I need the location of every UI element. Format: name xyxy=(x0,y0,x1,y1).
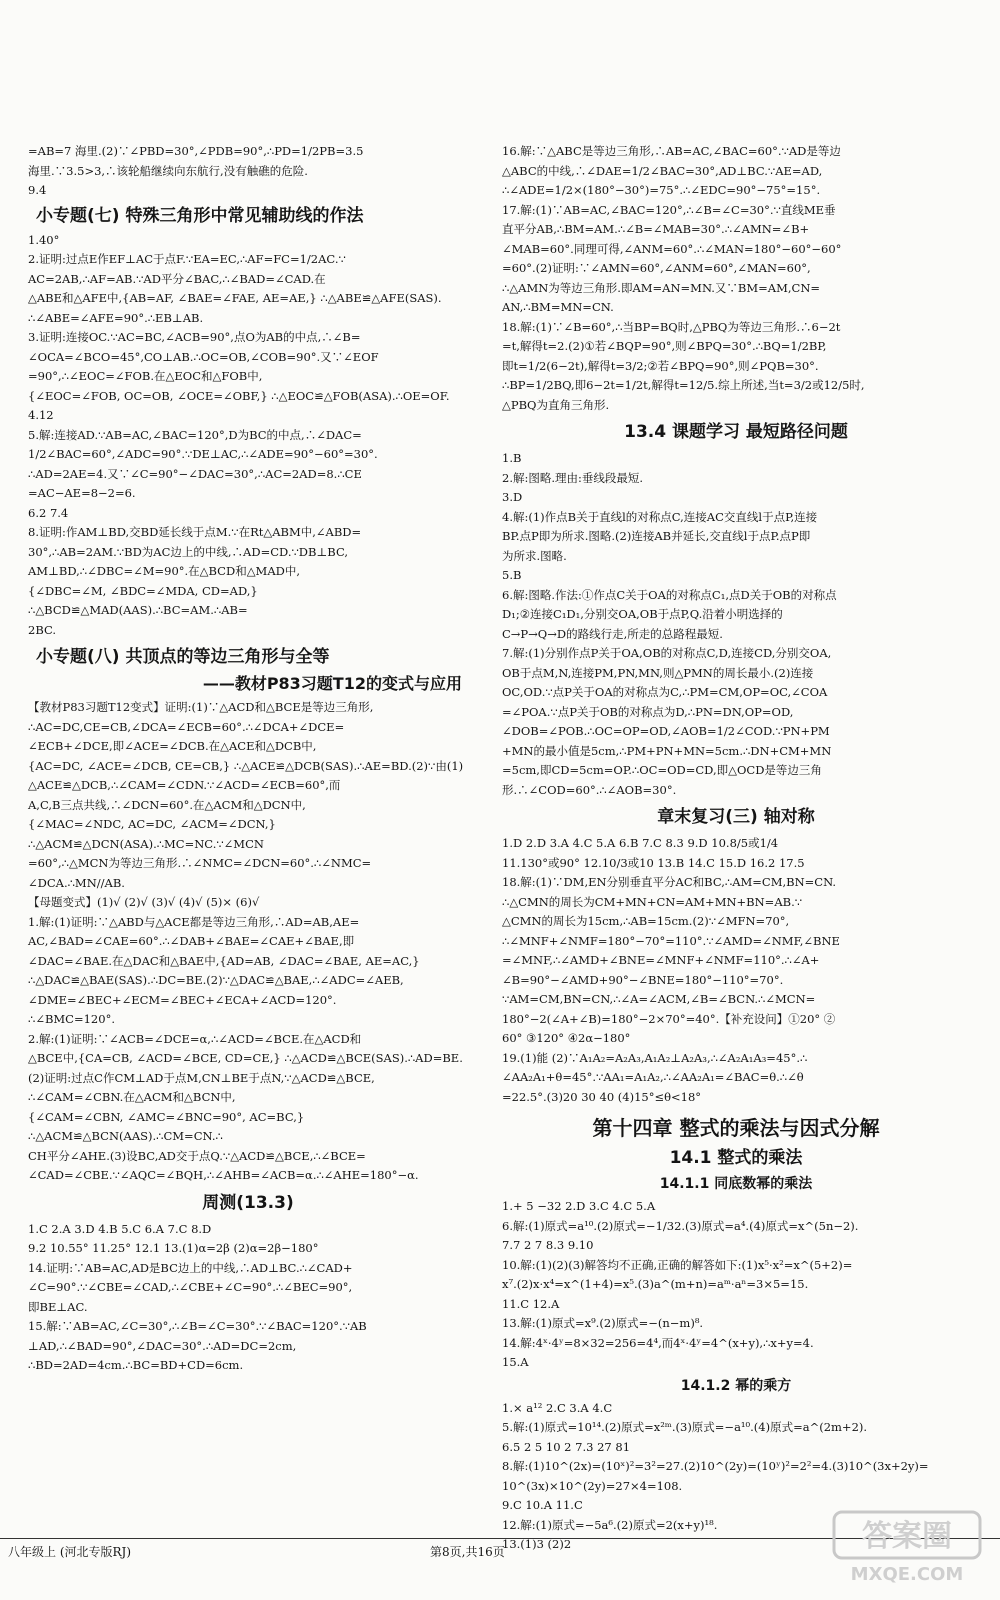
answer-line: 30°,∴AB=2AM.∵BD为AC边上的中线,∴AD=CD.∵DB⊥BC, xyxy=(28,544,348,559)
answer-line: 18.解:(1)∵∠B=60°,∴当BP=BQ时,△PBQ为等边三角形.∴6−2t xyxy=(502,319,841,334)
answer-line: 17.解:(1)∵AB=AC,∠BAC=120°,∴∠B=∠C=30°.∵直线ME垂 xyxy=(502,202,836,217)
answer-line: 1.C 2.A 3.D 4.B 5.C 6.A 7.C 8.D xyxy=(28,1221,212,1236)
answer-line: 【教材P83习题T12变式】证明:(1)∵△ACD和△BCE是等边三角形, xyxy=(28,700,374,714)
answer-line: 为所求.图略. xyxy=(502,548,567,563)
answer-line: 9.C 10.A 11.C xyxy=(502,1498,583,1512)
answer-line: △ABE和△AFE中,{AB=AF, ∠BAE=∠FAE, AE=AE,} ∴△ABE≌△AFE(SAS). xyxy=(28,291,442,305)
answer-line: 形.∴∠COD=60°.∴∠AOB=30°. xyxy=(502,782,677,797)
answer-line: 13.(1)3 (2)2 xyxy=(502,1537,572,1551)
answer-line: ∴∠ABE=∠AFE=90°.∴EB⊥AB. xyxy=(28,310,204,325)
answer-line: =AB=7 海里.(2)∵∠PBD=30°,∠PDB=90°,∴PD=1/2PB=3.5 xyxy=(28,144,364,158)
answer-line: ∴AC=DC,CE=CB,∠DCA=∠ECB=60°.∴∠DCA+∠DCE= xyxy=(28,719,345,734)
answer-line: 9.2 10.55° 11.25° 12.1 13.(1)α=2β (2)α=2β−180° xyxy=(28,1241,319,1255)
answer-line: 3.D xyxy=(502,490,523,504)
answer-line: ∴∠MNF+∠NMF=180°−70°=110°.∵∠AMD=∠NMF,∠BNE xyxy=(502,933,840,948)
answer-line: 8.证明:作AM⊥BD,交BD延长线于点M.∵在Rt△ABM中,∠ABD= xyxy=(28,525,362,539)
answer-lines-topic-8 xyxy=(28,698,468,1186)
answer-line: CH平分∠AHE.(3)设BC,AD交于点Q.∵△ACD≌△BCE,∴∠BCE= xyxy=(28,1148,366,1163)
answer-line: AC=2AB,∴AF=AB.∵AD平分∠BAC,∴∠BAD=∠CAD.在 xyxy=(28,271,326,286)
right-column xyxy=(502,142,970,1555)
answer-line: 2BC. xyxy=(28,622,57,637)
answer-line: 2.证明:过点E作EF⊥AC于点F.∵EA=EC,∴AF=FC=1/2AC.∵ xyxy=(28,252,346,266)
subsection-heading-14-1-1: 14.1.1 同底数幂的乘法 xyxy=(659,1176,813,1192)
answer-line: ∠B=90°−∠AMD+90°−∠BNE=180°−110°=70°. xyxy=(502,972,784,987)
answer-line: 海里.∵3.5>3,∴该轮船继续向东航行,没有触礁的危险. xyxy=(28,163,308,178)
answer-lines-top xyxy=(502,142,970,415)
answer-line: ∠DAC=∠BAE.在△DAC和△BAE中,{AD=AB, ∠DAC=∠BAE, AE=AC,} xyxy=(28,953,420,968)
section-heading-14-1: 14.1 整式的乘法 xyxy=(669,1148,803,1168)
answer-line: 11.130°或90° 12.10/3或10 13.B 14.C 15.D 16.2 17.5 xyxy=(502,855,805,870)
answer-line: 4.12 xyxy=(28,408,54,422)
answer-line: 6.解:(1)原式=a¹⁰.(2)原式=−1/32.(3)原式=a⁴.(4)原式=x^(5n−2). xyxy=(502,1218,859,1233)
answer-line: =∠MNF,∴∠AMD+∠BNE=∠MNF+∠NMF=110°.∴∠A+ xyxy=(502,953,820,967)
answer-line: {∠EOC=∠FOB, OC=OB, ∠OCE=∠OBF,} ∴△EOC≌△FOB(ASA).∴OE=OF. xyxy=(28,388,450,403)
answer-line: 6.2 7.4 xyxy=(28,505,69,520)
topic-subheading-8: ——教材P83习题T12的变式与应用 xyxy=(202,674,462,693)
answer-line: △PBQ为直角三角形. xyxy=(502,397,610,412)
answer-line: {∠MAC=∠NDC, AC=DC, ∠ACM=∠DCN,} ∴△ACM≌△DCN(ASA).∴MC=NC.∵∠MCN xyxy=(28,817,276,851)
answer-line: ∵AM=CM,BN=CN,∴∠A=∠ACM,∠B=∠BCN.∴∠MCN= xyxy=(502,992,816,1006)
answer-line: =∠POA.∵点P关于OB的对称点为D,∴PN=DN,OP=OD, xyxy=(502,704,794,719)
answer-line: 即BE⊥AC. xyxy=(28,1299,88,1314)
answer-line: 5.解:(1)原式=10¹⁴.(2)原式=x²ᵐ.(3)原式=−a¹⁰.(4)原式=a^(2m+2). xyxy=(502,1420,868,1434)
answer-line: ∠ECB+∠DCE,即∠ACE=∠DCB.在△ACE和△DCB中, xyxy=(28,739,317,753)
answer-line: =90°,∴∠EOC=∠FOB.在△EOC和△FOB中, xyxy=(28,369,263,383)
answer-line: 1/2∠BAC=60°,∠ADC=90°.∵DE⊥AC,∴∠ADE=90°−60°=30°. xyxy=(28,447,378,461)
answer-line: ∠CAD=∠CBE.∵∠AQC=∠BQH,∴∠AHB=∠ACB=α.∴∠AHE=180°−α. xyxy=(28,1168,419,1182)
answer-line: ∠AA₂A₁+θ=45°.∵AA₁=A₁A₂,∴∠AA₂A₁=∠BAC=θ.∴∠θ xyxy=(502,1070,804,1084)
answer-line: 11.C 12.A xyxy=(502,1296,560,1311)
answer-line: ∴BD=2AD=4cm.∴BC=BD+CD=6cm. xyxy=(28,1358,244,1372)
answer-line: 1.B xyxy=(502,451,522,465)
answer-line: =AC−AE=8−2=6. xyxy=(28,486,136,500)
section-heading-13-4: 13.4 课题学习 最短路径问题 xyxy=(624,422,848,442)
answer-line: ∠DOB=∠POB.∴OC=OP=OD,∠AOB=1/2∠COD.∵PN+PM xyxy=(502,724,830,738)
answer-line: ∴∠BMC=120°. xyxy=(28,1012,115,1026)
answer-line: △BCE中,{CA=CB, ∠ACD=∠BCE, CD=CE,} ∴△ACD≌△BCE(SAS).∴AD=BE. xyxy=(28,1051,463,1065)
answer-line: 12.解:(1)原式=−5a⁶.(2)原式=2(x+y)¹⁸. xyxy=(502,1517,718,1532)
answer-line: C→P→Q→D的路线行走,所走的总路程最短. xyxy=(502,626,723,641)
chapter-review-heading: 章末复习(三) 轴对称 xyxy=(657,807,815,827)
chapter-14-heading: 第十四章 整式的乘法与因式分解 xyxy=(592,1116,880,1140)
answer-line: 8.解:(1)10^(2x)=(10ˣ)²=3²=27.(2)10^(2y)=(10ʸ)²=2²=4.(3)10^(3x+2y)= xyxy=(502,1459,929,1473)
answer-line: 2.解:(1)证明:∵∠ACB=∠DCE=α,∴∠ACD=∠BCE.在△ACD和 xyxy=(28,1031,362,1046)
answer-line: 180°−2(∠A+∠B)=180°−2×70°=40°.【补充设问】①20° ② xyxy=(502,1011,836,1026)
answer-line: 【母题变式】(1)√ (2)√ (3)√ (4)√ (5)× (6)√ xyxy=(28,895,260,909)
answer-line: 直平分AB,∴BM=AM.∴∠B=∠MAB=30°.∴∠AMN=∠B+ xyxy=(502,222,810,236)
answer-line: AN,∴BM=MN=CN. xyxy=(502,300,614,314)
subsection-heading-14-1-2: 14.1.2 幂的乘方 xyxy=(680,1377,792,1394)
answer-line: 1.× a¹² 2.C 3.A 4.C xyxy=(502,1400,613,1415)
answer-line: OB于点M,N,连接PM,PN,MN,则△PMN的周长最小.(2)连接 xyxy=(502,665,814,680)
answer-lines-intro xyxy=(28,142,468,201)
answer-line: 10.解:(1)(2)(3)解答均不正确,正确的解答如下:(1)x⁵·x²=x^(5+2)= xyxy=(502,1257,853,1272)
answer-line: △CMN的周长为15cm,∴AB=15cm.(2)∵∠MFN=70°, xyxy=(502,914,790,928)
answer-line: x⁷.(2)x·x⁴=x^(1+4)=x⁵.(3)a^(m+n)=aᵐ·aⁿ=3×5=15. xyxy=(502,1277,809,1291)
answer-line: 6.5 2 5 10 2 7.3 27 81 xyxy=(502,1439,631,1454)
answer-line: {AC=DC, ∠ACE=∠DCB, CE=CB,} ∴△ACE≌△DCB(SAS).∴AE=BD.(2)∵由(1) xyxy=(28,758,464,773)
answer-line: A,C,B三点共线,∴∠DCN=60°.在△ACM和△DCN中, xyxy=(28,797,306,812)
answer-line: =22.5°.(3)20 30 40 (4)15°≤θ<18° xyxy=(502,1089,702,1104)
answer-line: ∴△CMN的周长为CM+MN+CN=AM+MN+BN=AB.∵ xyxy=(502,894,803,909)
answer-line: 18.解:(1)∵DM,EN分别垂直平分AC和BC,∴AM=CM,BN=CN. xyxy=(502,875,837,889)
answer-line: OC,OD.∵点P关于OA的对称点为C,∴PM=CM,OP=OC,∠COA xyxy=(502,685,828,699)
answer-lines-review xyxy=(502,834,970,1107)
answer-line: 60° ③120° ④2α−180° xyxy=(502,1031,631,1045)
answer-line: 1.D 2.D 3.A 4.C 5.A 6.B 7.C 8.3 9.D 10.8/5或1/4 xyxy=(502,836,779,850)
answer-line: △ACE≌△DCB,∴∠CAM=∠CDN.∵∠ACD=∠ECB=60°,而 xyxy=(28,778,341,792)
left-column xyxy=(28,142,468,1376)
answer-line: +MN的最小值是5cm,∴PM+PN+MN=5cm.∴DN+CM+MN xyxy=(502,743,832,758)
answer-lines-topic-7 xyxy=(28,231,468,641)
answer-line: {∠CAM=∠CBN, ∠AMC=∠BNC=90°, AC=BC,} ∴△ACM≌△BCN(AAS).∴CM=CN.∴ xyxy=(28,1109,305,1143)
answer-line: =60°.(2)证明:∵∠AMN=60°,∠ANM=60°,∠MAN=60°, xyxy=(502,261,811,275)
answer-line: 7.7 2 7 8.3 9.10 xyxy=(502,1238,594,1252)
answer-lines-weekly xyxy=(28,1220,468,1376)
answer-line: BP.点P即为所求.图略.(2)连接AB并延长,交直线l于点P.点P即 xyxy=(502,529,811,543)
answer-line: 16.解:∵△ABC是等边三角形,∴AB=AC,∠BAC=60°.∵AD是等边 xyxy=(502,144,841,158)
answer-line: ∠DME=∠BEC+∠ECM=∠BEC+∠ECA+∠ACD=120°. xyxy=(28,992,337,1007)
answer-line: ∠C=90°.∵∠CBE=∠CAD,∴∠CBE+∠C=90°.∴∠BEC=90°, xyxy=(28,1280,353,1294)
topic-heading-8: 小专题(八) 共顶点的等边三角形与全等 xyxy=(36,647,330,667)
answer-line: =5cm,即CD=5cm=OP.∴OC=OD=CD,即△OCD是等边三角 xyxy=(502,763,822,777)
answer-line: 14.证明:∵AB=AC,AD是BC边上的中线,∴AD⊥BC.∴∠CAD+ xyxy=(28,1260,353,1275)
answer-line: 1.+ 5 −32 2.D 3.C 4.C 5.A xyxy=(502,1199,656,1213)
answer-line: AM⊥BD,∴∠DBC=∠M=90°.在△BCD和△MAD中, xyxy=(28,564,300,578)
answer-line: 19.(1)能 (2)∵A₁A₂=A₂A₃,A₁A₂⊥A₂A₃,∴∠A₂A₁A₃=45°.∴ xyxy=(502,1050,808,1065)
answer-line: ∴∠CAM=∠CBN.在△ACM和△BCN中, xyxy=(28,1090,236,1104)
answer-line: =60°,∴△MCN为等边三角形.∴∠NMC=∠DCN=60°.∴∠NMC= xyxy=(28,856,372,870)
answer-lines-13-4 xyxy=(502,449,970,800)
answer-line: 6.解:图略.作法:①作点C关于OA的对称点C₁,点D关于OB的对称点 xyxy=(502,587,837,602)
svg-text:答案圈: 答案圈 xyxy=(862,1519,952,1554)
answer-line: 15.A xyxy=(502,1355,529,1369)
answer-line: 2.解:图略.理由:垂线段最短. xyxy=(502,470,644,485)
answer-line: ∴BP=1/2BQ,即6−2t=1/2t,解得t=12/5.综上所述,当t=3/2或12/5时, xyxy=(502,378,865,392)
answer-line: 14.解:4ˣ·4ʸ=8×32=256=4⁴,而4ˣ·4ʸ=4^(x+y),∴x+y=4. xyxy=(502,1335,814,1350)
footer-page-number: 第8页,共16页 xyxy=(430,1545,505,1559)
answer-line: 7.解:(1)分别作点P关于OA,OB的对称点C,D,连接CD,分别交OA, xyxy=(502,646,832,660)
answer-line: 1.40° xyxy=(28,232,60,247)
answer-line: ∴∠ADE=1/2×(180°−30°)=75°.∴∠EDC=90°−75°=15°. xyxy=(502,183,821,197)
watermark-logo xyxy=(832,1508,982,1588)
answer-line: 10^(3x)×10^(2y)=27×4=108. xyxy=(502,1478,683,1493)
answer-line: 15.解:∵AB=AC,∠C=30°,∴∠B=∠C=30°.∵∠BAC=120°.∵AB xyxy=(28,1319,367,1333)
answer-line: ∴△DAC≌△BAE(SAS).∴DC=BE.(2)∵△DAC≌△BAE,∴∠ADC=∠AEB, xyxy=(28,973,404,987)
answer-line: ∠DCA.∴MN//AB. xyxy=(28,875,125,890)
answer-line: {∠DBC=∠M, ∠BDC=∠MDA, CD=AD,} ∴△BCD≌△MAD(AAS).∴BC=AM.∴AB= xyxy=(28,583,258,617)
answer-line: △ABC的中线,∴∠DAE=1/2∠BAC=30°,AD⊥BC.∵AE=AD, xyxy=(502,163,823,178)
answer-line: (2)证明:过点C作CM⊥AD于点M,CN⊥BE于点N,∵△ACD≌△BCE, xyxy=(28,1070,375,1085)
answer-line: AC,∠BAD=∠CAE=60°.∴∠DAB+∠BAE=∠CAE+∠BAE,即 xyxy=(28,934,355,948)
weekly-test-heading: 周测(13.3) xyxy=(202,1192,294,1213)
answer-line: ∠OCA=∠BCO=45°,CO⊥AB.∴OC=OB,∠COB=90°.又∵∠EOF xyxy=(28,349,379,364)
footer-edition: 八年级上 (河北专版RJ) xyxy=(8,1545,132,1559)
answer-line: 即t=1/2(6−2t),解得t=3/2;②若∠BPQ=90°,则∠PQB=30°. xyxy=(502,358,819,373)
answer-line: 5.B xyxy=(502,568,522,582)
svg-text:MXQE.COM: MXQE.COM xyxy=(850,1564,964,1585)
answer-line: ⊥AD,∴∠BAD=90°,∠DAC=30°.∴AD=DC=2cm, xyxy=(28,1338,297,1353)
answer-line: 5.解:连接AD.∵AB=AC,∠BAC=120°,D为BC的中点,∴∠DAC= xyxy=(28,427,362,442)
answer-line: 4.解:(1)作点B关于直线l的对称点C,连接AC交直线l于点P,连接 xyxy=(502,509,818,524)
answer-line: D₁;②连接C₁D₁,分别交OA,OB于点P,Q.沿着小明选择的 xyxy=(502,607,783,621)
answer-line: ∴AD=2AE=4.又∵∠C=90°−∠DAC=30°,∴AC=2AD=8.∴CE xyxy=(28,466,362,481)
topic-heading-7: 小专题(七) 特殊三角形中常见辅助线的作法 xyxy=(36,205,364,226)
answer-line: ∴△AMN为等边三角形.即AM=AN=MN.又∵BM=AM,CN= xyxy=(502,280,821,295)
answer-lines-14-1-1 xyxy=(502,1197,970,1373)
answer-line: 3.证明:连接OC.∵AC=BC,∠ACB=90°,点O为AB的中点,∴∠B= xyxy=(28,330,361,344)
answer-line: 13.解:(1)原式=x⁹.(2)原式=−(n−m)⁸. xyxy=(502,1316,704,1330)
answer-line: ∠MAB=60°.同理可得,∠ANM=60°.∴∠MAN=180°−60°−60° xyxy=(502,241,842,256)
answer-line: 1.解:(1)证明:∵△ABD与△ACE都是等边三角形,∴AD=AB,AE= xyxy=(28,914,360,929)
answer-line: =t,解得t=2.(2)①若∠BQP=90°,则∠BPQ=30°.∴BQ=1/2BP, xyxy=(502,339,827,353)
answer-line: 9.4 xyxy=(28,183,47,197)
